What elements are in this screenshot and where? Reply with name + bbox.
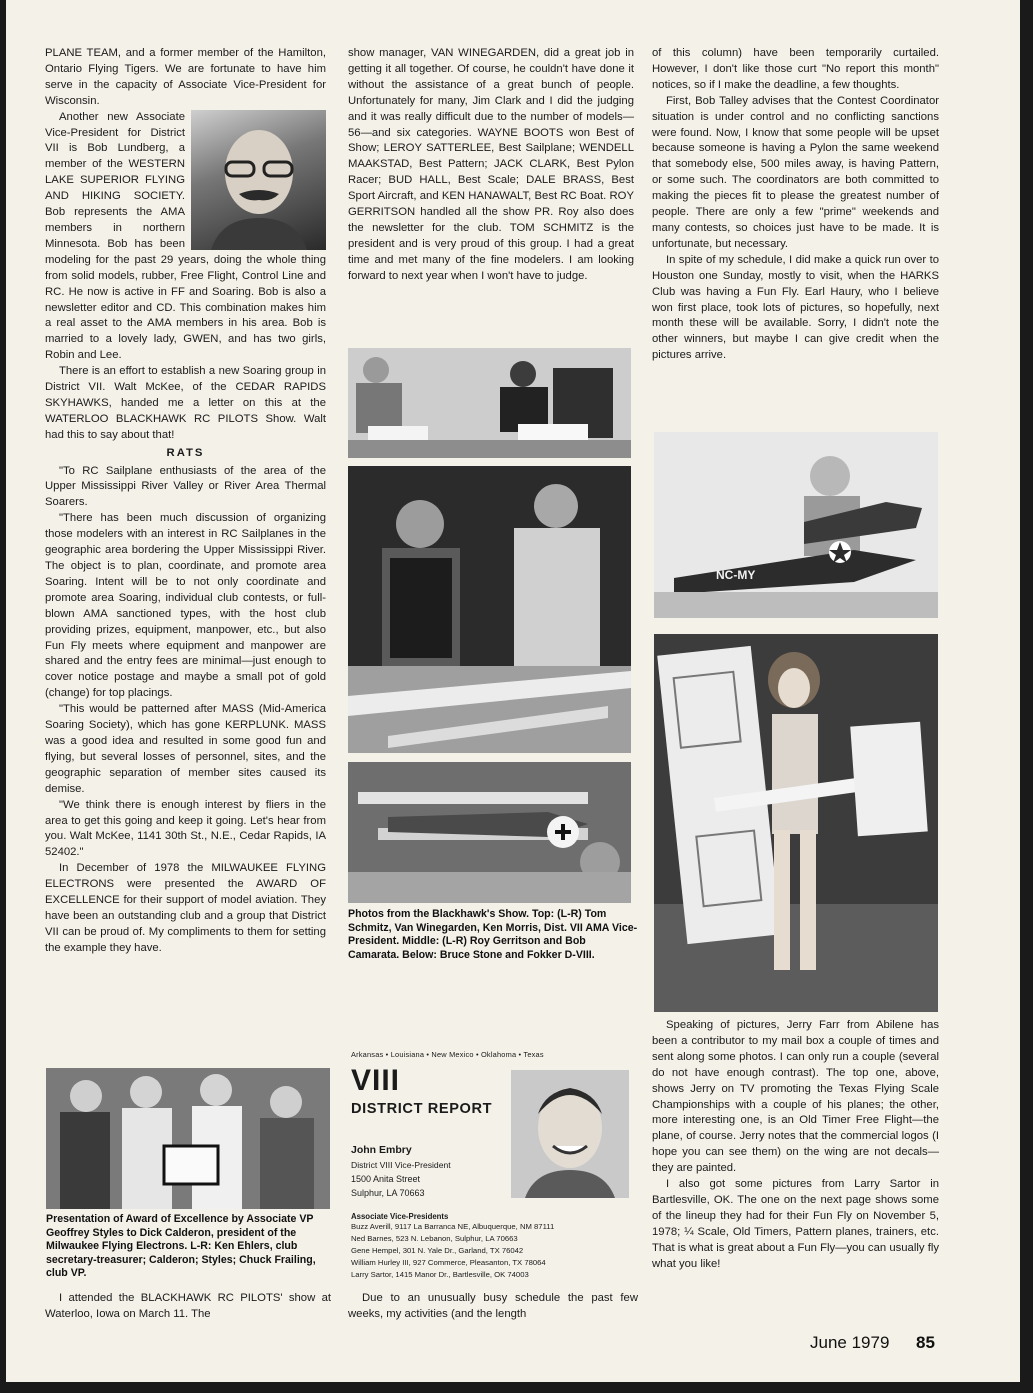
col1-paragraph-5: "There has been much discussion of organizing those modelers with an interest in RC Sailplanes in the geographic area bordering the Upper Mississippi River. The object is to plan, coordinate, and promote area Soaring. Intent will be to not only coordinate and promote area Soaring, individual club contests, or full-blown AMA sanctioned types, with the host club providing prizes, equipment, manpower, etc., but also Fun Fly meets where equipment and manpower are shared and the entry fees are minimal—just enough to cover notice postage and maybe a small pot of gold (change) for top placings. (45, 512, 326, 700)
free-flight-illustration (654, 634, 938, 1012)
col2-paragraph-1: show manager, VAN WINEGARDEN, did a great job in getting it all together. Of course, he couldn't have done it without the assistance of a great bunch of people. Unfortunately for many, Jim Clark and I did the judging and it was really difficult due to the number of models—56—and six categories. WAYNE BOOTS won Best of Show; LEROY SATTERLEE, Best Sailplane; WENDELL MAAKSTAD, Best Pattern; JACK CLARK, Best Pylon Racer; BUD HALL, Best Scale; DALE BRASS, Best Sport Aircraft, and KEN HANAWALT, Best RC Boat. ROY GERRITSON handled all the show PR. Roy also does the newsletter for the club. TOM SCHMITZ is the president and is very proud of this group. I had a great time and met many of the fine modelers. I am looking forward to next year when I won't have to judge. (348, 47, 634, 282)
vp-role: District VIII Vice-President (351, 1160, 451, 1170)
page-number: 85 (916, 1333, 935, 1352)
assoc-vp-4: William Hurley III, 927 Commerce, Pleasanton, TX 78064 (351, 1258, 546, 1267)
jerry-tv-photo (654, 432, 938, 618)
col3-paragraph-1: of this column) have been temporarily curtailed. However, I don't like those curt "No report this month" notices, so if I make the deadline, a few thoughts. (652, 47, 939, 91)
show-middle-photo (348, 466, 631, 753)
column-2-bottom-text (348, 1291, 638, 1323)
award-photo-illustration (46, 1068, 330, 1209)
col1-paragraph-9: I attended the BLACKHAWK RC PILOTS' show at Waterloo, Iowa on March 11. The (45, 1292, 331, 1320)
column-2-text (348, 46, 634, 285)
old-timer-free-flight-photo (654, 634, 938, 1012)
vp-address-city: Sulphur, LA 70663 (351, 1188, 425, 1198)
column-3-text (652, 46, 939, 364)
column-1-bottom-text (45, 1291, 331, 1323)
col1-paragraph-1: PLANE TEAM, and a former member of the Hamilton, Ontario Flying Tigers. We are fortunate to have him serve in the capacity of Associate Vice-President for Wisconsin. (45, 47, 326, 107)
district-states: Arkansas • Louisiana • New Mexico • Oklahoma • Texas (351, 1050, 544, 1059)
award-photo-caption: Presentation of Award of Excellence by Associate VP Geoffrey Styles to Dick Calderon, president of the Milwaukee Flying Electrons. L-R: Ken Ehlers, club secretary-treasurer; Calderon; Styles; Chuck Frailing, club VP. (46, 1213, 316, 1279)
col3-paragraph-3: In spite of my schedule, I did make a quick run over to Houston one Sunday, mostly to visit, when the HARKS Club was having a Fun Fly. Earl Haury, who I believe won first place, took lots of pictures, so hopefully, next month these will be available. Sorry, I didn't note the other winners, but maybe I can give credit when the pictures arrive. (652, 253, 939, 362)
bob-lundberg-portrait (191, 110, 326, 250)
col3-paragraph-5: I also got some pictures from Larry Sartor in Bartlesville, OK. The one on the next page shows some of the lineup they had for their Fun Fly on November 5, 1978; ¼ Scale, Old Timers, Pattern planes, trainers, etc. That is what is great about a Fun Fly—you can usually fly what you like! (652, 1178, 939, 1270)
col1-paragraph-8: In December of 1978 the MILWAUKEE FLYING ELECTRONS were presented the AWARD OF EXCELLENCE for their support of model aviation. They have been an outstanding club and a group that District VII can be proud of. My compliments to them for setting the example they have. (45, 862, 326, 954)
award-presentation-photo (46, 1068, 330, 1209)
col1-paragraph-2: Another new Associate Vice-President for District VII is Bob Lundberg, a member of the WESTERN LAKE SUPERIOR FLYING AND HIKING SOCIETY. Bob represents the AMA members in northern Minnesota. Bob has been modeling for the past 29 years, doing the whole thing from solid models, rubber, Free Flight, Control Line and RC. He now is active in FF and Soaring. Bob is also a newsletter editor and CD. This combination makes him a real asset to the AMA members in his area. Bob is married to a lovely lady, GWEN, and has two girls, Robin and Lee. (45, 110, 326, 362)
plane-registration: NC-MY (716, 568, 756, 582)
assoc-vp-heading: Associate Vice-Presidents (351, 1212, 449, 1221)
show-photos-caption: Photos from the Blackhawk's Show. Top: (L-R) Tom Schmitz, Van Winegarden, Ken Morris, Dist. VII AMA Vice-President. Middle: (L-R) Roy Gerritson and Bob Camarata. Below: Bruce Stone and Fokker D-VIII. (348, 908, 638, 961)
vp-name: John Embry (351, 1144, 412, 1156)
show-top-photo (348, 348, 631, 458)
middle-photo-illustration (348, 466, 631, 753)
top-photo-illustration (348, 348, 631, 458)
assoc-vp-3: Gene Hempel, 301 N. Yale Dr., Garland, TX 76042 (351, 1246, 524, 1255)
fokker-illustration (348, 762, 631, 903)
col1-paragraph-4: "To RC Sailplane enthusiasts of the area of the Upper Mississippi River Valley or River Area Thermal Soarers. (45, 464, 326, 509)
assoc-vp-2: Ned Barnes, 523 N. Lebanon, Sulphur, LA 70663 (351, 1234, 518, 1243)
rats-heading: RATS (166, 446, 205, 459)
col3-paragraph-2: First, Bob Talley advises that the Contest Coordinator situation is under control and no conflicting sanctions were found. Now, I know that some people will be upset because someone is having a Pylon the same weekend that somebody else, 500 miles away, is having Pattern, or some such. The coordinators are both committed to making the pieces fit to please the greatest number of people. There are only a few "prime" weekends and many contests, so choices just have to be made. It is unfortunate, but necessary. (652, 94, 939, 250)
issue-date: June 1979 (810, 1333, 890, 1352)
district-report-title: DISTRICT REPORT (351, 1101, 493, 1117)
fokker-photo (348, 762, 631, 903)
col1-paragraph-6: "This would be patterned after MASS (Mid-America Soaring Society), which has gone KERPLUNK. MASS was a good idea and resulted in some good fun and flying, but several losses of personnel, sites, and the geographic separation of member sites caused its demise. (45, 703, 326, 795)
col2-paragraph-2: Due to an unusually busy schedule the past few weeks, my activities (and the length (348, 1292, 638, 1320)
assoc-vp-1: Buzz Averill, 9117 La Barranca NE, Albuquerque, NM 87111 (351, 1222, 555, 1231)
portrait-illustration (191, 110, 326, 250)
embry-portrait-illustration (511, 1070, 629, 1198)
col3-paragraph-4: Speaking of pictures, Jerry Farr from Abilene has been a contributor to my mail box a couple of times and sent along some photos. I can only run a couple (several do not have enough contrast). The top one, above, shows Jerry on TV promoting the Texas Flying Scale Championships with a couple of his planes; the other, more interesting one, is an Old Timer Free Flight—the plane, of course. Jerry notes that the commercial logos (I hope you can see them) on the wing are not decals—they are painted. (652, 1019, 939, 1175)
col1-paragraph-3: There is an effort to establish a new Soaring group in District VII. Walt McKee, of the CEDAR RAPIDS SKYHAWKS, handed me a letter on this at the WATERLOO BLACKHAWK RC PILOTS Show. Walt had this to say about that! (45, 365, 326, 441)
column-1-text (45, 46, 326, 957)
col1-paragraph-7: "We think there is enough interest by fliers in the area to get this going and keep it going. Let's hear from you. Walt McKee, 1141 30th St., N.E., Cedar Rapids, IA 52402." (45, 798, 326, 859)
john-embry-portrait (511, 1070, 629, 1198)
tv-photo-illustration (654, 432, 938, 618)
vp-address-street: 1500 Anita Street (351, 1174, 421, 1184)
district-number: VIII (351, 1064, 401, 1097)
assoc-vp-5: Larry Sartor, 1415 Manor Dr., Bartlesville, OK 74003 (351, 1270, 529, 1279)
magazine-page (6, 0, 1020, 1382)
column-3-bottom-text (652, 1018, 939, 1273)
